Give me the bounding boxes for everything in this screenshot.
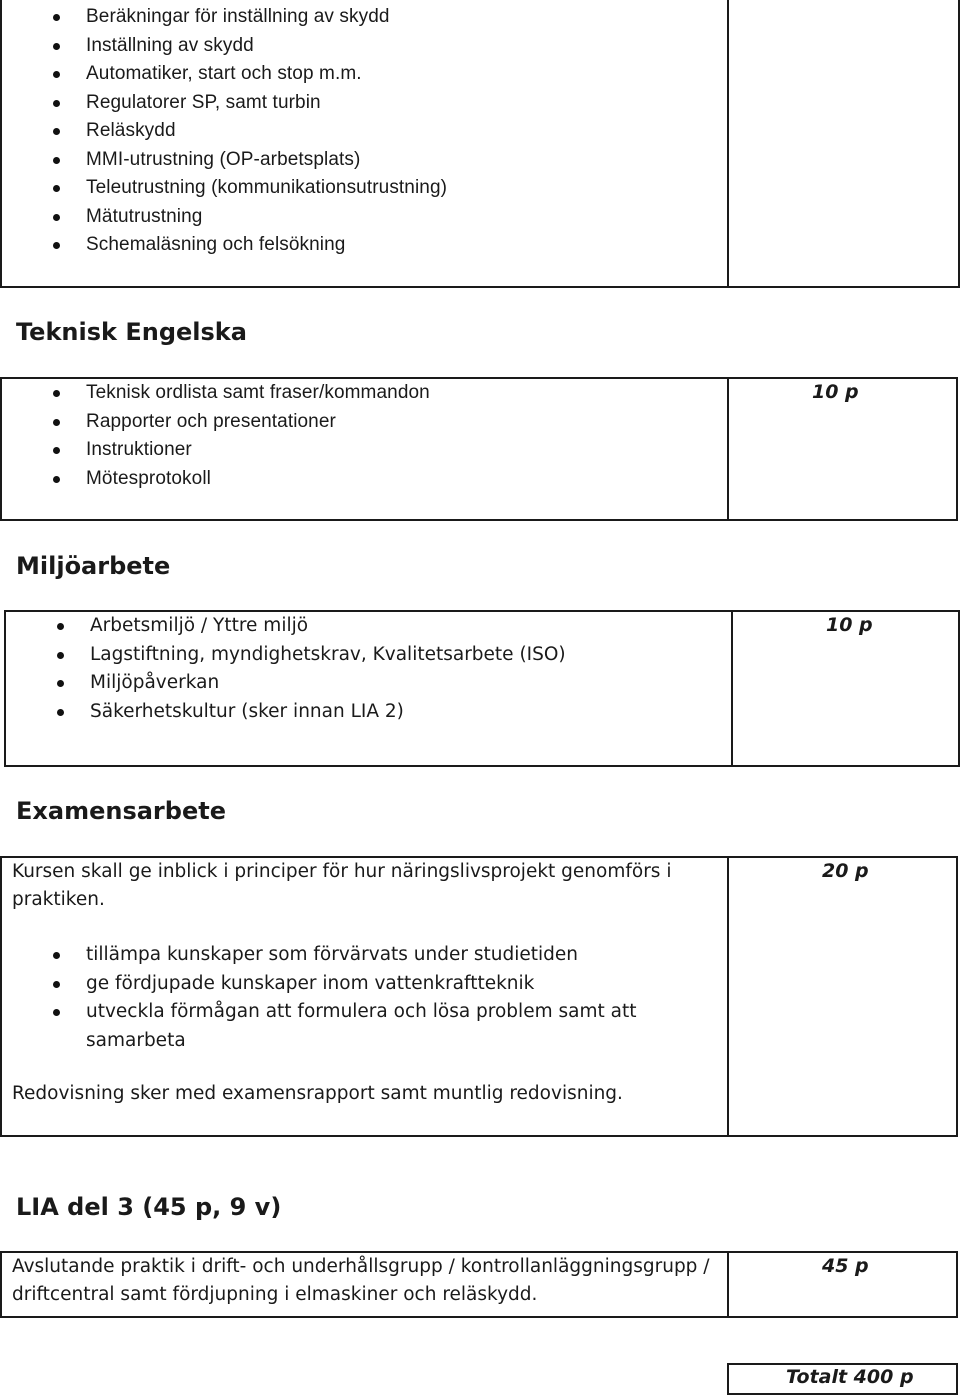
bullet-icon bbox=[53, 476, 60, 483]
bullet-icon bbox=[57, 623, 64, 630]
list-item: Teleutrustning (kommunikationsutrustning) bbox=[86, 174, 706, 203]
bullet-icon bbox=[53, 71, 60, 78]
points-examensarbete: 20 p bbox=[822, 860, 869, 882]
list-item: Miljöpåverkan bbox=[90, 669, 710, 698]
bullet-icon bbox=[57, 680, 64, 687]
list-item: Mötesprotokoll bbox=[86, 465, 706, 494]
bullet-icon bbox=[53, 157, 60, 164]
section-heading-lia3: LIA del 3 (45 p, 9 v) bbox=[16, 1193, 282, 1221]
list-item: Säkerhetskultur (sker innan LIA 2) bbox=[90, 698, 710, 727]
examensarbete-divider bbox=[727, 856, 729, 1137]
points-lia3: 45 p bbox=[822, 1255, 869, 1277]
points-teknisk-engelska: 10 p bbox=[812, 381, 859, 403]
list-item: ge fördjupade kunskaper inom vattenkraftteknik bbox=[86, 970, 666, 999]
bullet-icon bbox=[53, 214, 60, 221]
section-heading-examensarbete: Examensarbete bbox=[16, 797, 226, 825]
lia3-description: Avslutande praktik i drift- och underhållsgrupp / kontrollanläggningsgrupp / driftcentral samt fördjupning i elmaskiner och reläskydd. bbox=[12, 1256, 710, 1305]
bullet-icon bbox=[53, 128, 60, 135]
bullet-icon bbox=[53, 952, 60, 959]
bullet-icon bbox=[53, 981, 60, 988]
bullet-icon bbox=[53, 390, 60, 397]
top-section-divider bbox=[727, 0, 729, 288]
bullet-icon bbox=[53, 447, 60, 454]
list-item: Mätutrustning bbox=[86, 203, 706, 232]
section-heading-teknisk-engelska: Teknisk Engelska bbox=[16, 318, 247, 346]
bullet-icon bbox=[53, 14, 60, 21]
section-heading-miljoarbete: Miljöarbete bbox=[16, 552, 171, 580]
list-item: Beräkningar för inställning av skydd bbox=[86, 3, 706, 32]
list-item: MMI-utrustning (OP-arbetsplats) bbox=[86, 146, 706, 175]
points-miljoarbete: 10 p bbox=[826, 614, 873, 636]
lia3-divider bbox=[727, 1251, 729, 1318]
list-item: Arbetsmiljö / Yttre miljö bbox=[90, 612, 710, 641]
examensarbete-intro: Kursen skall ge inblick i principer för hur näringslivsprojekt genomförs i praktiken. bbox=[12, 861, 672, 910]
examensarbete-list bbox=[86, 941, 666, 1055]
list-item: utveckla förmågan att formulera och lösa problem samt att samarbeta bbox=[86, 998, 666, 1055]
bullet-icon bbox=[53, 43, 60, 50]
list-item: Regulatorer SP, samt turbin bbox=[86, 89, 706, 118]
miljoarbete-divider bbox=[731, 610, 733, 767]
list-item: Automatiker, start och stop m.m. bbox=[86, 60, 706, 89]
top-section-list bbox=[86, 3, 706, 260]
list-item: Reläskydd bbox=[86, 117, 706, 146]
teknisk-engelska-divider bbox=[727, 377, 729, 521]
miljoarbete-list bbox=[90, 612, 710, 726]
list-item: Schemaläsning och felsökning bbox=[86, 231, 706, 260]
bullet-icon bbox=[53, 100, 60, 107]
bullet-icon bbox=[53, 185, 60, 192]
bullet-icon bbox=[57, 709, 64, 716]
list-item: Teknisk ordlista samt fraser/kommandon bbox=[86, 379, 706, 408]
bullet-icon bbox=[53, 1009, 60, 1016]
total-label: Totalt 400 p bbox=[786, 1366, 914, 1388]
list-item: Inställning av skydd bbox=[86, 32, 706, 61]
examensarbete-closing: Redovisning sker med examensrapport samt muntlig redovisning. bbox=[12, 1083, 623, 1104]
bullet-icon bbox=[53, 242, 60, 249]
teknisk-engelska-list bbox=[86, 379, 706, 493]
bullet-icon bbox=[57, 652, 64, 659]
list-item: tillämpa kunskaper som förvärvats under studietiden bbox=[86, 941, 666, 970]
list-item: Lagstiftning, myndighetskrav, Kvalitetsarbete (ISO) bbox=[90, 641, 710, 670]
list-item: Rapporter och presentationer bbox=[86, 408, 706, 437]
bullet-icon bbox=[53, 419, 60, 426]
list-item: Instruktioner bbox=[86, 436, 706, 465]
